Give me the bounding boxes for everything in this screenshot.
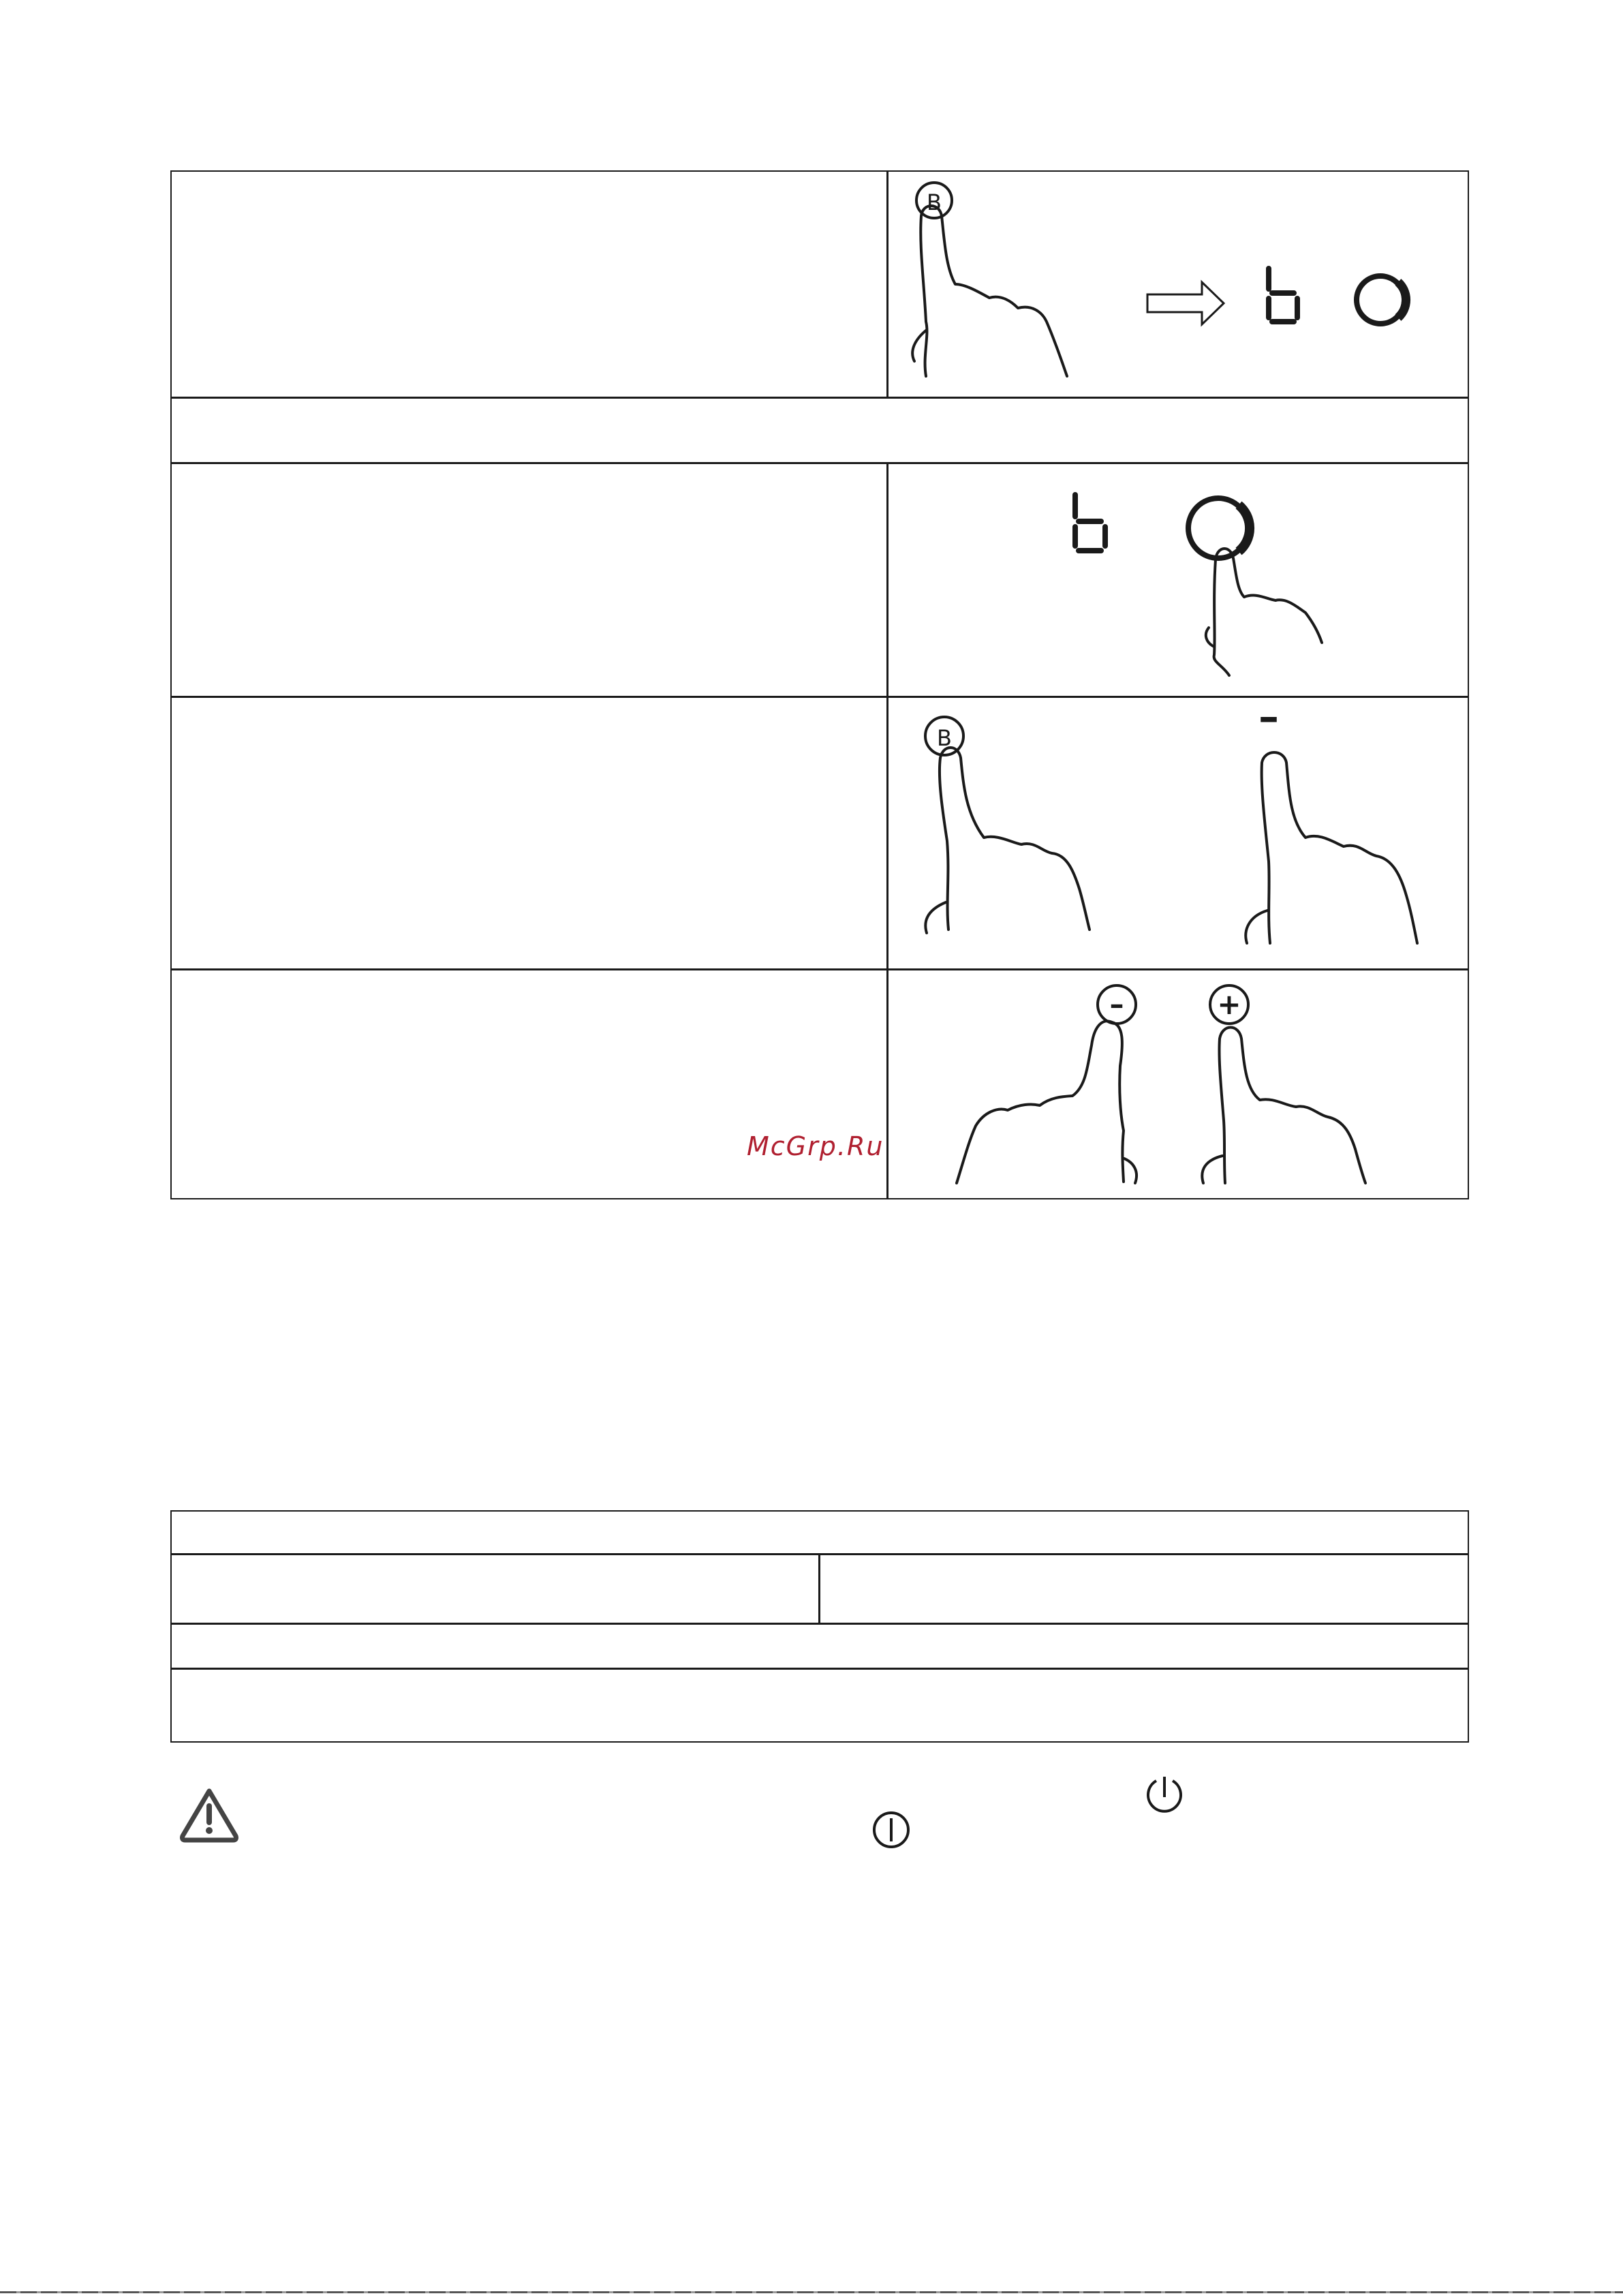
- right-arrow-icon: [1147, 282, 1224, 324]
- page-footer-rule: [0, 2291, 1623, 2293]
- minus-symbol: –: [1109, 988, 1124, 1021]
- table-row-divider: [170, 1668, 1469, 1670]
- row4-illustration: [888, 693, 1468, 968]
- row5-illustration: [888, 970, 1468, 1198]
- info-table: [170, 1510, 1469, 1743]
- hand-press-plus-illustration: [1202, 985, 1365, 1183]
- hand-press-b-illustration: [925, 717, 1089, 933]
- table-row-divider: [170, 397, 1469, 399]
- button-letter: B: [927, 189, 942, 215]
- warning-triangle-icon: [179, 1787, 240, 1843]
- button-letter: B: [937, 725, 952, 751]
- hand-press-b-illustration: [912, 183, 1067, 376]
- heating-ring-icon: [1357, 276, 1406, 324]
- power-icon: [871, 1810, 912, 1851]
- row3-illustration: [888, 464, 1468, 696]
- plus-symbol: +: [1217, 988, 1241, 1021]
- heating-ring-icon: [1188, 498, 1250, 558]
- display-digit-b: [1269, 269, 1297, 322]
- row1-illustration: [888, 172, 1468, 397]
- hand-press-minus-illustration: [957, 985, 1137, 1183]
- power-icon: [1144, 1777, 1185, 1811]
- minus-symbol: –: [1258, 693, 1279, 741]
- hand-press-ring-illustration: [1206, 549, 1322, 675]
- table-column-divider: [818, 1553, 820, 1623]
- watermark: McGrp.Ru: [747, 1131, 884, 1161]
- hand-press-minus-illustration: [1246, 693, 1417, 943]
- display-digit-b: [1075, 495, 1105, 551]
